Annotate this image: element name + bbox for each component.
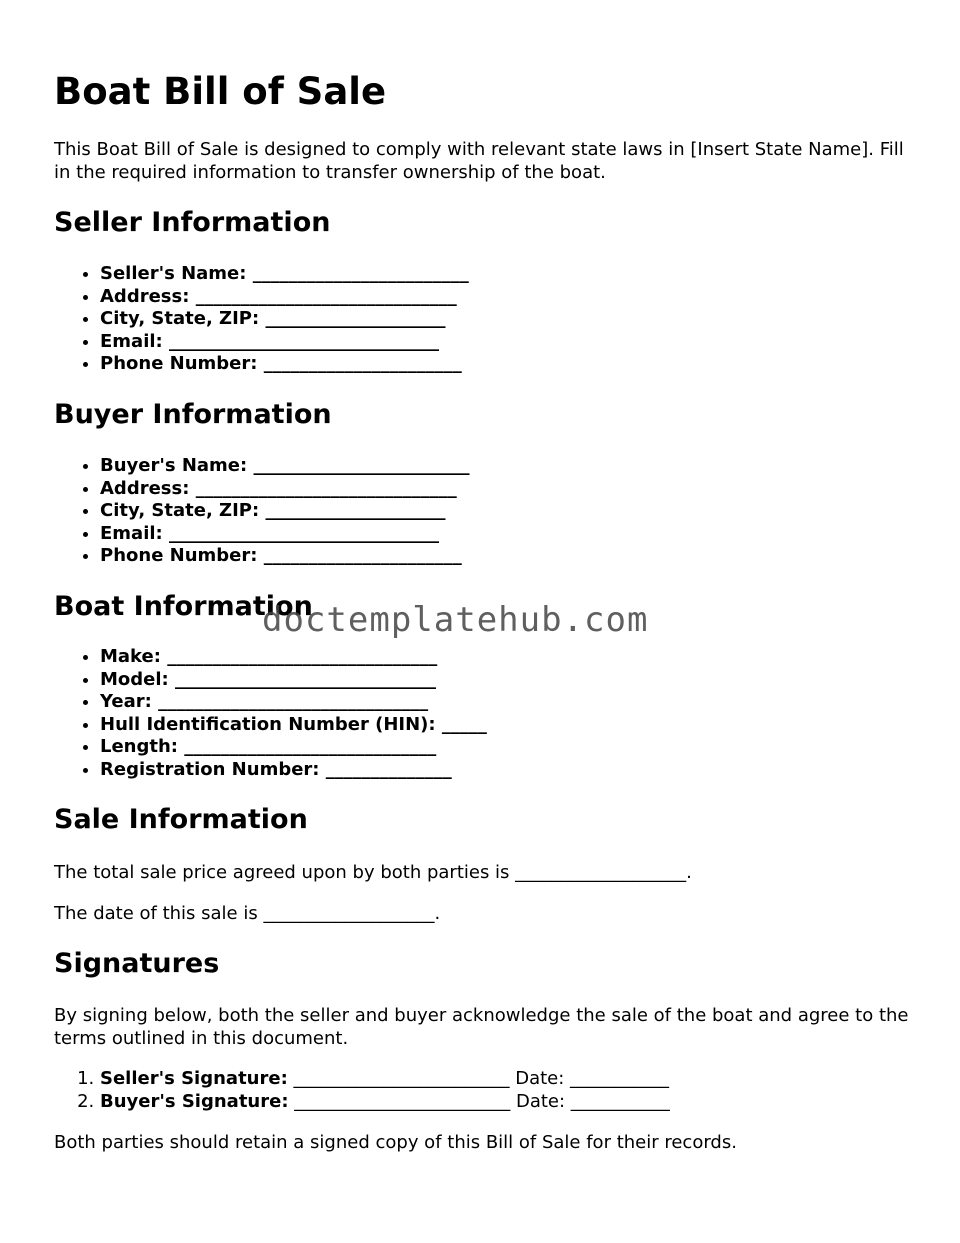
- list-item: [100, 646, 487, 669]
- signatures-list: [54, 1068, 670, 1113]
- field-blank: ____________________: [259, 308, 446, 330]
- list-item: [100, 455, 470, 478]
- field-label: Email:: [100, 522, 163, 544]
- list-item: [100, 331, 469, 354]
- list-item: [100, 353, 469, 376]
- list-item: [100, 1068, 670, 1091]
- field-label: Address:: [100, 285, 190, 307]
- field-blank: ________________________ Date: ___________: [287, 1068, 670, 1089]
- field-blank: _____________________________: [189, 477, 457, 499]
- list-item: [100, 545, 470, 568]
- field-blank: ______________________________: [162, 330, 440, 352]
- field-blank: ______________________: [257, 545, 462, 567]
- list-item: [100, 523, 470, 546]
- field-label: Model:: [100, 668, 169, 690]
- field-blank: ______________________________: [151, 691, 429, 713]
- list-item: [100, 1091, 670, 1114]
- field-blank: ________________________: [246, 263, 469, 284]
- list-item: [100, 500, 470, 523]
- document-title: Boat Bill of Sale: [54, 70, 387, 113]
- watermark: doctemplatehub.com: [262, 600, 649, 640]
- field-label: Hull Identification Number (HIN):: [100, 713, 436, 735]
- field-label: Buyer's Signature:: [100, 1090, 289, 1112]
- field-label: Buyer's Name:: [100, 455, 248, 476]
- seller-list: [54, 263, 469, 376]
- signatures-heading: Signatures: [54, 948, 220, 979]
- boat-heading: Boat Information: [54, 591, 313, 622]
- field-label: Year:: [100, 691, 152, 713]
- field-label: Phone Number:: [100, 545, 258, 567]
- buyer-heading: Buyer Information: [54, 399, 332, 430]
- field-blank: ______________________________: [160, 646, 438, 667]
- field-blank: ______________________: [257, 353, 462, 375]
- list-item: [100, 478, 470, 501]
- buyer-list: [54, 455, 470, 568]
- field-blank: _____: [435, 713, 487, 735]
- list-item: [100, 669, 487, 692]
- list-item: [100, 736, 487, 759]
- signatures-paragraph: By signing below, both the seller and buyer acknowledge the sale of the boat and agree to the terms outlined in this document.: [54, 1005, 909, 1049]
- field-blank: ________________________: [247, 455, 470, 476]
- list-item: [100, 759, 487, 782]
- field-blank: ________________________ Date: ___________: [288, 1090, 670, 1112]
- field-label: Registration Number:: [100, 758, 320, 780]
- field-blank: ______________: [319, 758, 452, 780]
- intro-paragraph: This Boat Bill of Sale is designed to comply with relevant state laws in [Insert State Name]. Fill in the required information to transfer ownership of the boat.: [54, 139, 904, 183]
- field-label: Seller's Name:: [100, 263, 247, 284]
- field-blank: ______________________________: [162, 522, 440, 544]
- list-item: [100, 308, 469, 331]
- list-item: [100, 691, 487, 714]
- field-label: Address:: [100, 477, 190, 499]
- field-blank: ____________________: [259, 500, 446, 522]
- sale-date-text: The date of this sale is ___________________.: [54, 903, 441, 924]
- closing-paragraph: Both parties should retain a signed copy of this Bill of Sale for their records.: [54, 1132, 737, 1153]
- seller-heading: Seller Information: [54, 207, 331, 238]
- field-label: Phone Number:: [100, 353, 258, 375]
- list-item: [100, 714, 487, 737]
- field-blank: ____________________________: [178, 736, 437, 758]
- field-label: City, State, ZIP:: [100, 308, 260, 330]
- boat-list: [54, 646, 487, 782]
- field-label: Email:: [100, 330, 163, 352]
- field-label: Length:: [100, 736, 178, 758]
- sale-heading: Sale Information: [54, 804, 308, 835]
- field-blank: _____________________________: [189, 285, 457, 307]
- field-blank: _____________________________: [168, 668, 437, 690]
- list-item: [100, 263, 469, 286]
- field-label: Seller's Signature:: [100, 1068, 288, 1089]
- field-label: Make:: [100, 646, 161, 667]
- field-label: City, State, ZIP:: [100, 500, 260, 522]
- list-item: [100, 286, 469, 309]
- sale-price-text: The total sale price agreed upon by both parties is ___________________.: [54, 862, 692, 883]
